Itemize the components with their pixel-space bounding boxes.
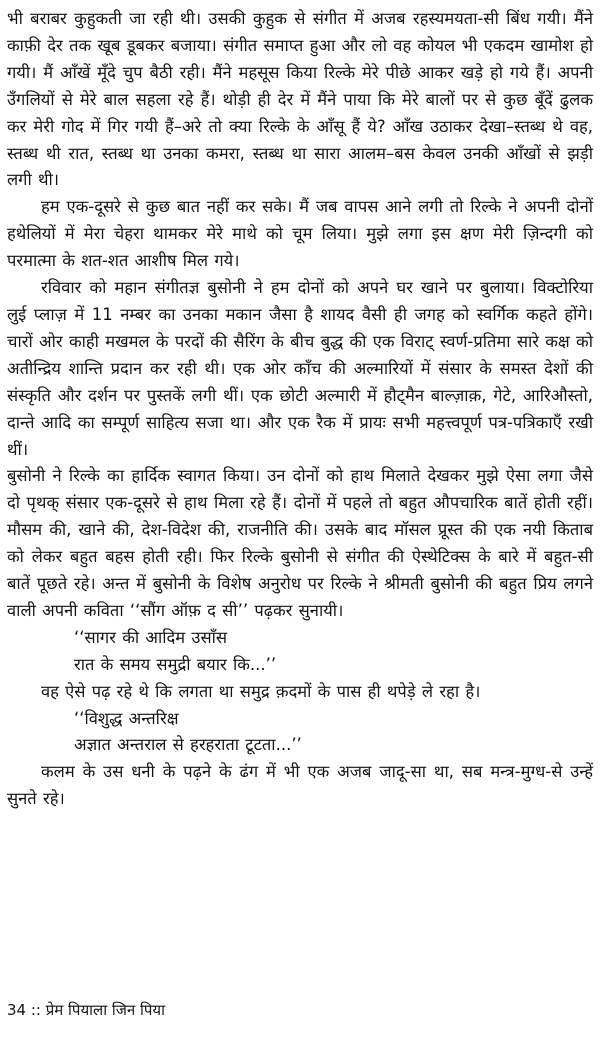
paragraph-3: रविवार को महान संगीतज्ञ बुसोनी ने हम दोनों को अपने घर खाने पर बुलाया। विक्टोरिया लुई प्लाज़ में 11 नम्बर का उनका मकान जैसा है शायद वैसी ही जगह को स्वर्गिक कहते होंगे। चारों ओर काही मखमल के परदों की सैरिंग के बीच बुद्ध की एक विराट् स्वर्ण-प्रतिमा सारे कक्ष को अतीन्द्रिय शान्ति प्रदान कर रही थी। एक ओर काँच की अल्मारियों में संसार के समस्त देशों की संस्कृति और दर्शन पर पुस्तकें लगी थीं। एक छोटी अल्मारी में हौट्मैन बाल्ज़ाक़, गेटे, आरिऔस्तो, दान्ते आदि का सम्पूर्ण साहित्य सजा था। और एक रैक में प्रायः सभी महत्त्वपूर्ण पत्र-पत्रिकाएँ रखी थीं। [7, 278, 593, 459]
page-number: 34 [7, 1001, 27, 1019]
paragraph-4: बुसोनी ने रिल्के का हार्दिक स्वागत किया। उन दोनों को हाथ मिलाते देखकर मुझे ऐसा लगा जैसे दो पृथक् संसार एक-दूसरे से हाथ मिला रहे हैं। दोनों में पहले तो बहुत औपचारिक बातें होती रहीं। मौसम की, खाने की, देश-विदेश की, राजनीति की। उसके बाद मॉसल प्रूस्त की एक नयी किताब को लेकर बहुत बहस होती रही। फिर रिल्के बुसोनी से संगीत की ऐस्थेटिक्स के बारे में बहुत-सी बातें पूछते रहे। अन्त में बुसोनी के विशेष अनुरोध पर रिल्के ने श्रीमती बुसोनी की बहुत प्रिय लगने वाली अपनी कविता ‘‘सौंग ऑफ़ द सी’’ पढ़कर सुनायी। [7, 466, 593, 620]
footer-separator: :: [30, 1001, 41, 1019]
page-footer [7, 1000, 165, 1020]
page-body [7, 6, 593, 813]
verse-1-line-1: ‘‘सागर की आदिम उसाँस [74, 627, 228, 647]
verse-2-line-2: अज्ञात अन्तराल से हरहराता टूटता...’’ [74, 735, 302, 755]
paragraph-2: हम एक-दूसरे से कुछ बात नहीं कर सके। मैं जब वापस आने लगी तो रिल्के ने अपनी दोनों हथेलियों में मेरा चेहरा थामकर मेरे माथे को चूम लिया। मुझे लगा इस क्षण मेरी ज़िन्दगी को परमात्मा के शत-शत आशीष मिल गये। [7, 197, 593, 271]
paragraph-6: कलम के उस धनी के पढ़ने के ढंग में भी एक अजब जादू-सा था, सब मन्त्र-मुग्ध-से उन्हें सुनते रहे। [7, 762, 593, 809]
verse-2-line-1: ‘‘विशुद्ध अन्तरिक्ष [74, 708, 179, 728]
verse-quote-1 [74, 625, 593, 679]
verse-quote-2 [74, 706, 593, 760]
paragraph-5: वह ऐसे पढ़ रहे थे कि लगता था समुद्र क़दमों के पास ही थपेड़े ले रहा है। [41, 681, 481, 701]
running-title: प्रेम पियाला जिन पिया [45, 1001, 165, 1019]
paragraph-1: भी बराबर कुहुकती जा रही थी। उसकी कुहुक से संगीत में अजब रहस्यमयता-सी बिंध गयी। मैंने काफ़ी देर तक खूब डूबकर बजाया। संगीत समाप्त हुआ और लो वह कोयल भी एकदम खामोश हो गयी। मैं आँखें मूँदे चुप बैठी रही। मैंने महसूस किया रिल्के मेरे पीछे आकर खड़े हो गये हैं। अपनी उँगलियों से मेरे बाल सहला रहे हैं। थोड़ी ही देर में मैंने पाया कि मेरे बालों पर से कुछ बूँदें ढुलक कर मेरी गोद में गिर गयी हैं–अरे तो क्या रिल्के के आँसू हैं ये? आँख उठाकर देखा–स्तब्ध थे वह, स्तब्ध थी रात, स्तब्ध था उनका कमरा, स्तब्ध था सारा आलम–बस केवल उनकी आँखों से झड़ी लगी थी। [7, 9, 593, 190]
verse-1-line-2: रात के समय समुद्री बयार कि...’’ [74, 654, 277, 674]
